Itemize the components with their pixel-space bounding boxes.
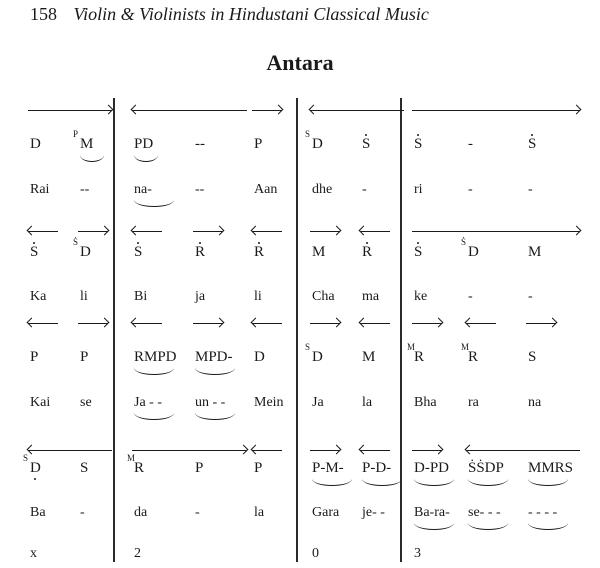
lyric-syllable: ri: [414, 182, 423, 197]
swara-cell: [414, 461, 449, 476]
arrow-right-icon: [104, 105, 114, 115]
direction-arrow-right: [310, 226, 340, 236]
swara-cell: [528, 350, 536, 365]
direction-arrow-left: [360, 226, 390, 236]
swara-text: ṠṠDP: [468, 460, 504, 476]
direction-arrow-left: [28, 318, 58, 328]
swara-cell: [195, 350, 233, 365]
lower-octave-swara: D: [30, 460, 41, 476]
lyric-syllable: li: [254, 289, 262, 304]
swara-cell: [195, 245, 205, 260]
swara-text: P-M-: [312, 460, 344, 476]
slur-mark: [362, 479, 402, 486]
swara-cell: [468, 461, 504, 476]
arrow-left-icon: [251, 445, 261, 455]
lyric-syllable: -: [468, 289, 473, 304]
lyric-slur-mark: [195, 413, 235, 420]
swara-cell: [414, 245, 422, 260]
lyric-syllable: dhe: [312, 182, 333, 197]
direction-arrow-right: [78, 318, 108, 328]
lyric-syllable: li: [80, 289, 88, 304]
lyric-syllable: se: [80, 395, 92, 410]
vibhag-divider-1: [113, 98, 115, 562]
lyric-syllable: Ka: [30, 289, 47, 304]
slur-mark: [414, 479, 454, 486]
swara-text: S: [528, 349, 537, 365]
lyric-syllable: Aan: [254, 182, 278, 197]
direction-arrow-right: [310, 318, 340, 328]
arrow-left-icon: [251, 318, 261, 328]
kan-swara: S: [305, 342, 311, 352]
lyric-syllable: -: [468, 182, 473, 197]
lyric-syllable: -: [528, 182, 533, 197]
slur-mark: [312, 479, 352, 486]
swara-text: P: [254, 136, 263, 152]
slur-mark: [80, 155, 104, 162]
upper-octave-swara: R: [362, 244, 373, 260]
lyric-slur-mark: [528, 523, 568, 530]
arrow-right-icon: [215, 226, 225, 236]
arrow-left-icon: [27, 445, 37, 455]
upper-octave-swara: S: [30, 244, 39, 260]
arrow-right-icon: [239, 445, 249, 455]
arrow-left-icon: [251, 226, 261, 236]
lyric-syllable: un - -: [195, 395, 226, 410]
swara-text: D: [468, 244, 479, 260]
swara-cell: [30, 137, 41, 152]
swara-cell: [30, 350, 38, 365]
arrow-left-icon: [465, 318, 475, 328]
taal-marker: x: [30, 546, 37, 561]
swara-text: R: [414, 349, 425, 365]
upper-octave-swara: S: [414, 136, 423, 152]
swara-text: S: [80, 460, 89, 476]
direction-arrow-left: [252, 318, 282, 328]
section-heading: Antara: [266, 50, 334, 75]
slur-mark: [134, 368, 174, 375]
direction-arrow-left: [252, 226, 282, 236]
swara-text: P: [80, 349, 89, 365]
lyric-syllable: ra: [468, 395, 479, 410]
upper-octave-swara: R: [254, 244, 265, 260]
lyric-syllable: la: [254, 505, 265, 520]
taal-marker: 2: [134, 546, 141, 561]
swara-text: P: [195, 460, 204, 476]
swara-cell: [195, 461, 203, 476]
slur-mark: [468, 479, 508, 486]
arrow-right-icon: [100, 318, 110, 328]
swara-cell: [80, 350, 88, 365]
swara-cell: [134, 137, 153, 152]
swara-cell: [254, 245, 264, 260]
swara-cell: [195, 137, 205, 152]
arrow-right-icon: [434, 318, 444, 328]
direction-arrow-right: [526, 318, 556, 328]
kan-swara: S: [23, 453, 29, 463]
arrow-shaft: [132, 110, 247, 111]
direction-arrow-right: [193, 226, 223, 236]
lyric-syllable: na: [528, 395, 542, 410]
arrow-right-icon: [332, 318, 342, 328]
swara-text: P: [30, 349, 39, 365]
arrow-right-icon: [548, 318, 558, 328]
swara-text: D: [254, 349, 265, 365]
slur-mark: [195, 368, 235, 375]
arrow-shaft: [28, 450, 112, 451]
vibhag-divider-3: [400, 98, 402, 562]
swara-cell: [73, 129, 94, 152]
arrow-left-icon: [27, 226, 37, 236]
arrow-shaft: [132, 450, 247, 451]
arrow-left-icon: [465, 445, 475, 455]
arrow-shaft: [28, 110, 112, 111]
kan-swara: P: [73, 129, 79, 139]
direction-arrow-right: [310, 445, 340, 455]
lyric-syllable: na-: [134, 182, 152, 197]
swara-text: --: [195, 136, 205, 152]
direction-arrow-right: [252, 105, 282, 115]
arrow-right-icon: [274, 105, 284, 115]
taal-marker: 0: [312, 546, 319, 561]
swara-text: -: [468, 136, 473, 152]
lyric-syllable: Bi: [134, 289, 148, 304]
swara-cell: [80, 461, 88, 476]
direction-arrow-right: [412, 445, 442, 455]
swara-text: P-D-: [362, 460, 392, 476]
lyric-slur-mark: [134, 200, 174, 207]
swara-text: D: [30, 136, 41, 152]
page-number: 158: [30, 4, 57, 24]
lyric-syllable: ke: [414, 289, 428, 304]
lyric-syllable: Cha: [312, 289, 335, 304]
lyric-syllable: Mein: [254, 395, 284, 410]
lyric-syllable: la: [362, 395, 373, 410]
upper-octave-swara: S: [134, 244, 143, 260]
lyric-syllable: - - - -: [528, 505, 558, 520]
swara-cell: [468, 137, 473, 152]
arrow-left-icon: [359, 318, 369, 328]
arrow-left-icon: [131, 105, 141, 115]
arrow-shaft: [310, 110, 404, 111]
arrow-right-icon: [572, 105, 582, 115]
lyric-slur-mark: [134, 413, 174, 420]
direction-arrow-left: [466, 318, 496, 328]
slur-mark: [134, 155, 158, 162]
kan-swara: M: [407, 342, 416, 352]
lyric-syllable: se- - -: [468, 505, 501, 520]
direction-arrow-left: [132, 105, 247, 115]
kan-swara: M: [127, 453, 136, 463]
lyric-syllable: Ba-ra-: [414, 505, 450, 520]
direction-arrow-left: [360, 445, 390, 455]
upper-octave-swara: S: [528, 136, 537, 152]
lyric-syllable: Kai: [30, 395, 51, 410]
arrow-left-icon: [131, 226, 141, 236]
swara-cell: [362, 461, 391, 476]
arrow-left-icon: [359, 226, 369, 236]
direction-arrow-left: [132, 318, 162, 328]
swara-text: M: [362, 349, 376, 365]
direction-arrow-right: [412, 226, 580, 236]
swara-text: M: [80, 136, 94, 152]
kan-swara: Ṡ: [461, 237, 467, 247]
swara-cell: [362, 137, 370, 152]
swara-cell: [407, 342, 425, 365]
swara-cell: [305, 129, 323, 152]
swara-text: R: [468, 349, 479, 365]
arrow-right-icon: [434, 445, 444, 455]
swara-cell: [254, 137, 262, 152]
arrow-right-icon: [100, 226, 110, 236]
direction-arrow-right: [28, 105, 112, 115]
arrow-right-icon: [215, 318, 225, 328]
direction-arrow-right: [132, 445, 247, 455]
book-title: Violin & Violinists in Hindustani Classical Music: [73, 4, 429, 24]
swara-cell: [362, 350, 375, 365]
swara-cell: [305, 342, 323, 365]
lyric-syllable: ma: [362, 289, 380, 304]
upper-octave-swara: S: [362, 136, 371, 152]
lyric-syllable: Ja: [312, 395, 324, 410]
kan-swara: Ṡ: [73, 237, 79, 247]
swara-text: M: [312, 244, 326, 260]
slur-mark: [528, 479, 568, 486]
swara-cell: [528, 245, 541, 260]
swara-cell: [414, 137, 422, 152]
direction-arrow-right: [193, 318, 223, 328]
swara-cell: [362, 245, 372, 260]
swara-cell: [528, 461, 573, 476]
swara-cell: [134, 350, 177, 365]
swara-text: R: [134, 460, 145, 476]
swara-text: PD: [134, 136, 154, 152]
direction-arrow-left: [310, 105, 404, 115]
swara-cell: [30, 245, 38, 260]
direction-arrow-left: [28, 445, 112, 455]
arrow-right-icon: [572, 226, 582, 236]
arrow-shaft: [412, 110, 580, 111]
swara-cell: [73, 237, 91, 260]
arrow-left-icon: [27, 318, 37, 328]
swara-cell: [134, 245, 142, 260]
swara-text: D-PD: [414, 460, 450, 476]
swara-text: M: [528, 244, 542, 260]
swara-text: MPD-: [195, 349, 233, 365]
swara-cell: [312, 461, 344, 476]
upper-octave-swara: S: [414, 244, 423, 260]
swara-cell: [254, 461, 262, 476]
direction-arrow-left: [466, 445, 580, 455]
kan-swara: S: [305, 129, 311, 139]
direction-arrow-left: [28, 226, 58, 236]
kan-swara: M: [461, 342, 470, 352]
arrow-right-icon: [332, 445, 342, 455]
lyric-syllable: Bha: [414, 395, 437, 410]
swara-cell: [461, 342, 479, 365]
direction-arrow-right: [78, 226, 108, 236]
page-header: [30, 4, 429, 25]
swara-cell: [312, 245, 325, 260]
swara-cell: [254, 350, 265, 365]
swara-text: P: [254, 460, 263, 476]
lyric-syllable: -: [362, 182, 367, 197]
arrow-shaft: [412, 231, 580, 232]
arrow-shaft: [466, 450, 580, 451]
lyric-syllable: --: [195, 182, 205, 197]
swara-text: MMRS: [528, 460, 574, 476]
direction-arrow-left: [132, 226, 162, 236]
direction-arrow-right: [412, 318, 442, 328]
upper-octave-swara: R: [195, 244, 206, 260]
swara-text: D: [80, 244, 91, 260]
swara-cell: [127, 453, 145, 476]
swara-text: D: [312, 136, 323, 152]
lyric-syllable: ja: [195, 289, 206, 304]
lyric-slur-mark: [414, 523, 454, 530]
arrow-left-icon: [309, 105, 319, 115]
direction-arrow-left: [360, 318, 390, 328]
swara-cell: [528, 137, 536, 152]
direction-arrow-right: [412, 105, 580, 115]
lyric-syllable: -: [195, 505, 200, 520]
swara-text: RMPD: [134, 349, 177, 365]
swara-text: D: [312, 349, 323, 365]
lyric-syllable: da: [134, 505, 148, 520]
lyric-syllable: Ja - -: [134, 395, 162, 410]
swara-cell: [461, 237, 479, 260]
arrow-left-icon: [359, 445, 369, 455]
swara-cell: [23, 453, 41, 476]
lyric-syllable: Ba: [30, 505, 46, 520]
arrow-left-icon: [131, 318, 141, 328]
lyric-syllable: -: [528, 289, 533, 304]
direction-arrow-left: [252, 445, 282, 455]
taal-marker: 3: [414, 546, 421, 561]
lyric-syllable: --: [80, 182, 90, 197]
vibhag-divider-2: [296, 98, 298, 562]
lyric-syllable: Gara: [312, 505, 340, 520]
lyric-slur-mark: [468, 523, 508, 530]
arrow-right-icon: [332, 226, 342, 236]
lyric-syllable: -: [80, 505, 85, 520]
lyric-syllable: je- -: [362, 505, 385, 520]
lyric-syllable: Rai: [30, 182, 50, 197]
